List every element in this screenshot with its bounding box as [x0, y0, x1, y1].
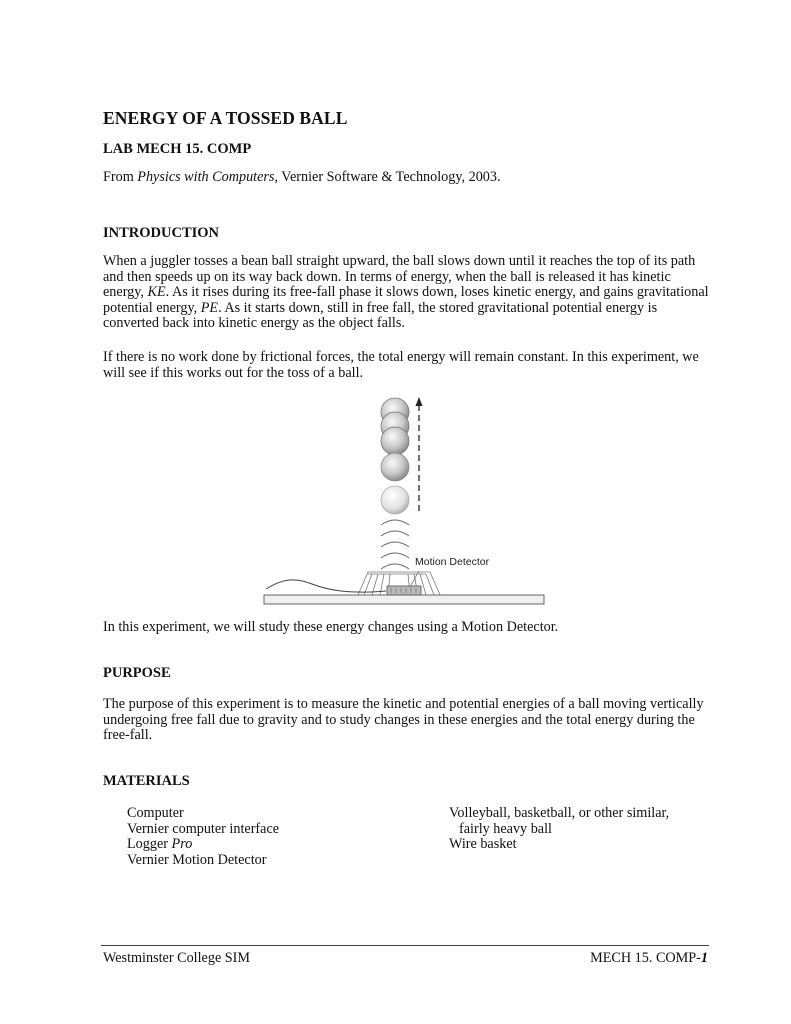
ball-icon: [381, 453, 409, 481]
materials-list-left: [127, 806, 279, 868]
page-number: 1: [700, 950, 708, 966]
arrow-head-icon: [416, 397, 423, 406]
intro-text-2: . As it rises during its free-fall phase it slows down, loses kinetic energy, and gains gravitational potential energy,: [103, 284, 709, 316]
label-leader-line: [410, 571, 419, 587]
tossed-ball-figure: [260, 393, 550, 607]
sound-wave-icon: [381, 520, 409, 569]
purpose-paragraph: The purpose of this experiment is to measure the kinetic and potential energies of a ball moving vertically undergoing free fall due to gravity and to study changes in these energies and the total energy during the free-fall.: [103, 696, 704, 743]
introduction-paragraph-1: [103, 254, 713, 332]
materials-heading: MATERIALS: [103, 773, 190, 789]
detector-cable-icon: [266, 580, 386, 592]
footer-divider: [101, 945, 709, 946]
material-item-continuation: fairly heavy ball: [459, 820, 552, 837]
material-item-italic: Pro: [171, 836, 193, 852]
ball-icon: [381, 427, 409, 455]
ball-icon: [381, 486, 409, 514]
source-book: Physics with Computers: [137, 169, 275, 185]
material-item-prefix: Logger: [127, 836, 172, 852]
source-suffix: , Vernier Software & Technology, 2003.: [274, 169, 501, 185]
material-item: Computer: [127, 805, 184, 821]
intro-text-1: When a juggler tosses a bean ball straight upward, the ball slows down until it reaches the top of its path and then speeds up on its way back down. In terms of energy, when the ball is released it has kinetic energy,: [103, 253, 696, 300]
source-line: [103, 170, 713, 186]
source-prefix: From: [103, 169, 138, 185]
motion-detector-label: Motion Detector: [415, 556, 490, 568]
footer-page-label: [590, 950, 708, 967]
lab-code: LAB MECH 15. COMP: [103, 141, 252, 157]
introduction-heading: INTRODUCTION: [103, 225, 220, 241]
ke-term: KE: [147, 284, 166, 300]
pe-term: PE: [200, 299, 219, 316]
materials-list-right: [449, 806, 669, 853]
intro-text-3: . As it starts down, still in free fall, the stored gravitational potential energy is converted back into kinetic energy as the object falls.: [103, 299, 658, 331]
footer-institution: Westminster College SIM: [103, 950, 251, 966]
material-item: Wire basket: [449, 836, 517, 852]
material-item: Vernier Motion Detector: [127, 851, 267, 868]
material-item: [127, 837, 279, 853]
purpose-heading: PURPOSE: [103, 665, 171, 681]
footer-lab-code: MECH 15. COMP-: [590, 950, 701, 966]
material-item: Volleyball, basketball, or other similar,: [449, 805, 670, 821]
floor-surface: [264, 595, 544, 604]
material-item: Vernier computer interface: [127, 820, 280, 837]
document-title: ENERGY OF A TOSSED BALL: [103, 108, 348, 128]
introduction-paragraph-2: If there is no work done by frictional forces, the total energy will remain constant. In this experiment, we will see if this works out for the toss of a ball.: [103, 349, 699, 381]
after-figure-text: In this experiment, we will study these energy changes using a Motion Detector.: [103, 619, 559, 635]
